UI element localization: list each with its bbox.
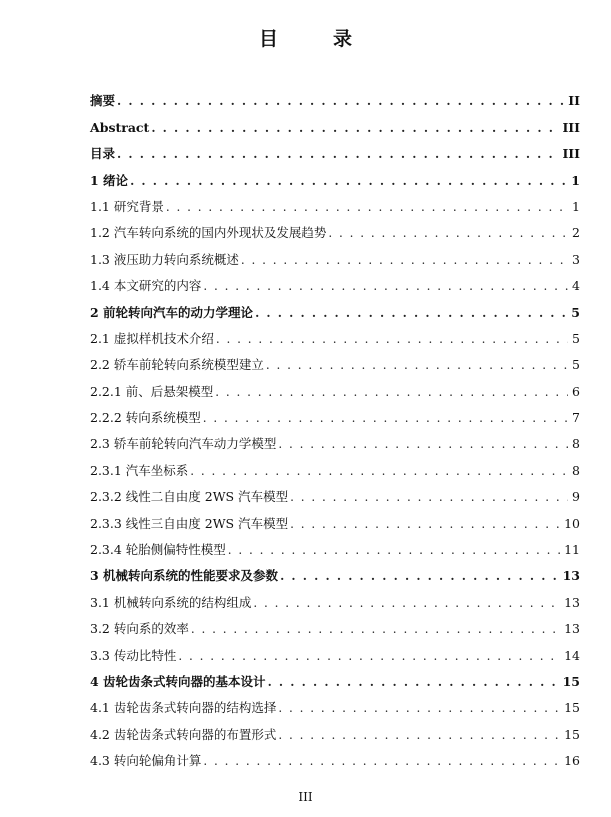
- toc-entry-label: 2.2.2 转向系统模型: [90, 410, 201, 426]
- toc-entry-label: 2.3.4 轮胎侧偏特性模型: [90, 542, 226, 558]
- page-title: 目 录: [258, 28, 370, 50]
- toc-entry-page: 16: [564, 753, 580, 769]
- toc-entry[interactable]: [90, 323, 580, 349]
- toc-entry-page: 8: [572, 462, 580, 478]
- toc-dot-leader: [191, 619, 562, 639]
- toc-dot-leader: [228, 540, 562, 560]
- toc-entry[interactable]: [90, 243, 580, 269]
- toc-entry-page: III: [562, 146, 580, 162]
- toc-entry[interactable]: [90, 639, 580, 665]
- toc-entry-page: 2: [572, 225, 580, 241]
- toc-entry[interactable]: [90, 349, 580, 375]
- toc-entry-label: 2.3.3 线性三自由度 2WS 汽车模型: [90, 515, 289, 531]
- toc-entry[interactable]: [90, 613, 580, 639]
- toc-dot-leader: [216, 329, 568, 349]
- toc-entry-label: 3 机械转向系统的性能要求及参数: [90, 568, 279, 584]
- toc-dot-leader: [253, 593, 562, 613]
- toc-entry-page: 15: [564, 726, 580, 742]
- toc-entry-label: 1.2 汽车转向系统的国内外现状及发展趋势: [90, 225, 327, 241]
- page-number-footer: III: [298, 790, 313, 804]
- toc-entry-page: 15: [564, 700, 580, 716]
- toc-entry-page: 1: [571, 172, 580, 188]
- toc-dot-leader: [278, 725, 562, 745]
- toc-entry[interactable]: [90, 217, 580, 243]
- toc-entry[interactable]: [90, 164, 580, 190]
- toc-dot-leader: [215, 382, 568, 402]
- toc-entry-page: 9: [572, 489, 580, 505]
- toc-entry-label: 1.1 研究背景: [90, 198, 164, 214]
- toc-dot-leader: [203, 751, 562, 771]
- toc-entry-page: III: [562, 119, 580, 135]
- toc-entry-label: 4 齿轮齿条式转向器的基本设计: [90, 673, 266, 689]
- table-of-contents: [90, 85, 580, 771]
- toc-dot-leader: [266, 355, 568, 375]
- toc-entry[interactable]: [90, 138, 580, 164]
- toc-entry-page: 8: [572, 436, 580, 452]
- toc-entry-page: 6: [572, 383, 580, 399]
- toc-dot-leader: [151, 118, 560, 138]
- toc-entry-page: 13: [564, 621, 580, 637]
- toc-entry-label: 2.2.1 前、后悬架模型: [90, 383, 214, 399]
- toc-dot-leader: [117, 91, 566, 111]
- toc-dot-leader: [280, 566, 561, 586]
- toc-entry-label: 3.2 转向系的效率: [90, 621, 189, 637]
- toc-entry[interactable]: [90, 270, 580, 296]
- toc-entry-label: 1.3 液压助力转向系统概述: [90, 251, 239, 267]
- toc-entry-label: Abstract: [90, 119, 150, 135]
- toc-entry[interactable]: [90, 402, 580, 428]
- toc-dot-leader: [203, 276, 568, 296]
- toc-entry-label: 4.2 齿轮齿条式转向器的布置形式: [90, 726, 277, 742]
- toc-entry[interactable]: [90, 191, 580, 217]
- toc-entry[interactable]: [90, 428, 580, 454]
- toc-entry-label: 摘要: [90, 93, 116, 109]
- toc-entry-label: 2.2 轿车前轮转向系统模型建立: [90, 357, 264, 373]
- toc-entry[interactable]: [90, 666, 580, 692]
- toc-dot-leader: [290, 487, 568, 507]
- toc-entry-page: 15: [562, 673, 580, 689]
- toc-entry[interactable]: [90, 745, 580, 771]
- toc-dot-leader: [278, 434, 568, 454]
- toc-entry[interactable]: [90, 296, 580, 322]
- toc-entry-label: 2.3.1 汽车坐标系: [90, 462, 189, 478]
- toc-dot-leader: [278, 698, 562, 718]
- toc-entry[interactable]: [90, 692, 580, 718]
- toc-entry-page: 11: [564, 542, 580, 558]
- toc-entry[interactable]: [90, 507, 580, 533]
- toc-dot-leader: [255, 303, 568, 323]
- toc-entry[interactable]: [90, 560, 580, 586]
- toc-entry-label: 4.3 转向轮偏角计算: [90, 753, 202, 769]
- toc-entry-label: 1.4 本文研究的内容: [90, 278, 202, 294]
- toc-entry-page: 1: [572, 198, 580, 214]
- toc-entry-label: 1 绪论: [90, 172, 129, 188]
- toc-entry[interactable]: [90, 454, 580, 480]
- toc-entry[interactable]: [90, 586, 580, 612]
- toc-entry-label: 2.3.2 线性二自由度 2WS 汽车模型: [90, 489, 289, 505]
- toc-entry-page: 7: [572, 410, 580, 426]
- toc-dot-leader: [268, 672, 561, 692]
- toc-entry-label: 2.3 轿车前轮转向汽车动力学模型: [90, 436, 277, 452]
- toc-entry-page: 10: [564, 515, 580, 531]
- toc-dot-leader: [203, 408, 568, 428]
- toc-dot-leader: [117, 144, 560, 164]
- toc-dot-leader: [290, 514, 562, 534]
- toc-entry-page: 13: [564, 594, 580, 610]
- toc-dot-leader: [166, 197, 568, 217]
- toc-dot-leader: [130, 171, 568, 191]
- toc-dot-leader: [328, 223, 568, 243]
- toc-entry-label: 4.1 齿轮齿条式转向器的结构选择: [90, 700, 277, 716]
- toc-dot-leader: [178, 646, 562, 666]
- toc-entry-page: 5: [572, 330, 580, 346]
- toc-entry[interactable]: [90, 481, 580, 507]
- toc-entry[interactable]: [90, 85, 580, 111]
- toc-entry-page: 4: [572, 278, 580, 294]
- toc-entry-label: 2 前轮转向汽车的动力学理论: [90, 304, 254, 320]
- toc-entry[interactable]: [90, 718, 580, 744]
- toc-entry-page: 13: [562, 568, 580, 584]
- toc-entry-label: 3.1 机械转向系统的结构组成: [90, 594, 252, 610]
- toc-entry-label: 3.3 传动比特性: [90, 647, 177, 663]
- toc-entry-page: 3: [572, 251, 580, 267]
- toc-entry-page: 5: [572, 357, 580, 373]
- toc-dot-leader: [190, 461, 568, 481]
- toc-entry-label: 目录: [90, 146, 116, 162]
- toc-entry[interactable]: [90, 375, 580, 401]
- toc-entry-page: II: [568, 93, 580, 109]
- toc-entry-page: 5: [571, 304, 580, 320]
- toc-entry[interactable]: [90, 534, 580, 560]
- toc-dot-leader: [241, 250, 568, 270]
- toc-entry-page: 14: [564, 647, 580, 663]
- toc-entry[interactable]: [90, 111, 580, 137]
- toc-entry-label: 2.1 虚拟样机技术介绍: [90, 330, 214, 346]
